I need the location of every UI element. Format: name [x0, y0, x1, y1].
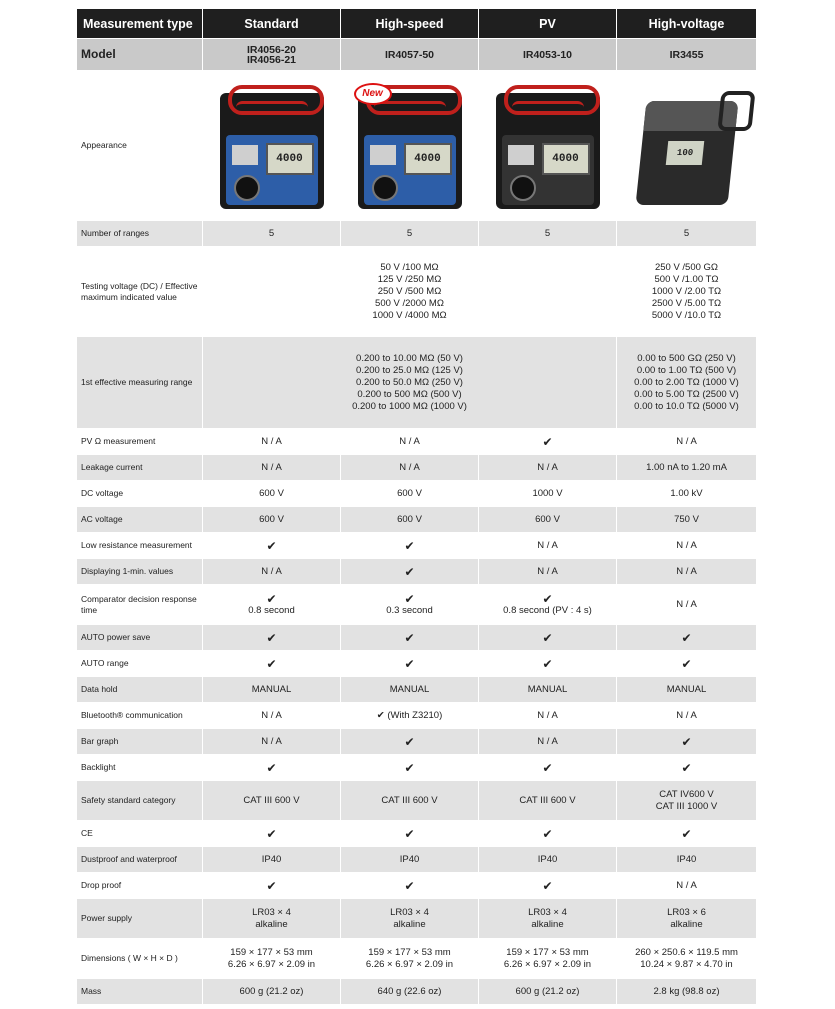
row-label: DC voltage [77, 481, 203, 507]
cell: 5 [203, 221, 341, 247]
cell: ✔ [479, 873, 617, 899]
cell: N / A [479, 703, 617, 729]
cell: 1.00 nA to 1.20 mA [617, 455, 757, 481]
row-label: Displaying 1-min. values [77, 559, 203, 585]
cell: MANUAL [617, 677, 757, 703]
appearance-pv [479, 71, 617, 221]
cell: ✔ [203, 625, 341, 651]
cell: ✔ [617, 729, 757, 755]
appearance-high-voltage [617, 71, 757, 221]
table-row [77, 337, 757, 429]
cell: ✔ [479, 821, 617, 847]
table-row [77, 507, 757, 533]
row-label: Number of ranges [77, 221, 203, 247]
header-pv: PV [479, 9, 617, 39]
cell: 1.00 kV [617, 481, 757, 507]
table-row [77, 481, 757, 507]
cell-merged: 0.200 to 10.00 MΩ (50 V) 0.200 to 25.0 MΩ (125 V) 0.200 to 50.0 MΩ (250 V) 0.200 to 500 MΩ (500 V) 0.200 to 1000 MΩ (1000 V) [203, 337, 617, 429]
cell: ✔ [203, 651, 341, 677]
cell: IP40 [341, 847, 479, 873]
cell: N / A [617, 429, 757, 455]
table-row [77, 677, 757, 703]
cell: 159 × 177 × 53 mm 6.26 × 6.97 × 2.09 in [341, 939, 479, 979]
cell: N / A [203, 703, 341, 729]
cell: 600 g (21.2 oz) [203, 979, 341, 1005]
model-high-speed: IR4057-50 [341, 39, 479, 71]
row-label: AUTO power save [77, 625, 203, 651]
new-badge: New [354, 83, 392, 105]
row-label: Bar graph [77, 729, 203, 755]
cell: LR03 × 4 alkaline [341, 899, 479, 939]
cell: ✔ [203, 873, 341, 899]
cell: ✔ 0.3 second [341, 585, 479, 625]
table-row [77, 729, 757, 755]
cell: N / A [617, 559, 757, 585]
table-row [77, 429, 757, 455]
cell: IP40 [479, 847, 617, 873]
lcd-display: 4000 [404, 143, 452, 175]
table-row [77, 455, 757, 481]
table-row [77, 559, 757, 585]
cell: N / A [617, 585, 757, 625]
cell: ✔ [341, 651, 479, 677]
table-row [77, 873, 757, 899]
cell: CAT IV600 V CAT III 1000 V [617, 781, 757, 821]
cell: ✔ 0.8 second (PV : 4 s) [479, 585, 617, 625]
cell: LR03 × 4 alkaline [203, 899, 341, 939]
cell: 260 × 250.6 × 119.5 mm 10.24 × 9.87 × 4.70 in [617, 939, 757, 979]
cell: 1000 V [479, 481, 617, 507]
model-label: Model [77, 39, 203, 71]
row-label: Comparator decision response time [77, 585, 203, 625]
cell: ✔ [617, 755, 757, 781]
cell: ✔ [617, 821, 757, 847]
cell: ✔ [203, 755, 341, 781]
row-label: Mass [77, 979, 203, 1005]
header-row [77, 9, 757, 39]
table-row [77, 651, 757, 677]
cell: 640 g (22.6 oz) [341, 979, 479, 1005]
row-label: Dustproof and waterproof [77, 847, 203, 873]
cell: ✔ [341, 559, 479, 585]
cell: 159 × 177 × 53 mm 6.26 × 6.97 × 2.09 in [203, 939, 341, 979]
table-row [77, 755, 757, 781]
tester-image [492, 83, 604, 209]
cell: CAT III 600 V [341, 781, 479, 821]
cell: IP40 [617, 847, 757, 873]
cell: N / A [203, 729, 341, 755]
model-row [77, 39, 757, 71]
appearance-label: Appearance [77, 71, 203, 221]
tester-image [216, 83, 328, 209]
cell: 5 [341, 221, 479, 247]
cell: 600 V [479, 507, 617, 533]
row-label: Testing voltage (DC) / Effective maximum indicated value [77, 247, 203, 337]
cell: MANUAL [479, 677, 617, 703]
model-pv: IR4053-10 [479, 39, 617, 71]
cell: 600 V [203, 507, 341, 533]
cell: ✔ 0.8 second [203, 585, 341, 625]
cell: ✔ [341, 821, 479, 847]
cell: 750 V [617, 507, 757, 533]
table-row [77, 939, 757, 979]
table-row [77, 979, 757, 1005]
cell: ✔ [203, 821, 341, 847]
table-row [77, 247, 757, 337]
cell-merged: 50 V /100 MΩ 125 V /250 MΩ 250 V /500 MΩ 500 V /2000 MΩ 1000 V /4000 MΩ [203, 247, 617, 337]
cell: N / A [341, 429, 479, 455]
appearance-standard [203, 71, 341, 221]
cell: ✔ [479, 429, 617, 455]
cell: N / A [341, 455, 479, 481]
appearance-row [77, 71, 757, 221]
row-label: 1st effective measuring range [77, 337, 203, 429]
cell: 2.8 kg (98.8 oz) [617, 979, 757, 1005]
row-label: AUTO range [77, 651, 203, 677]
cell: ✔ [479, 625, 617, 651]
cell: ✔ [479, 755, 617, 781]
cell: ✔ (With Z3210) [341, 703, 479, 729]
lcd-display: 4000 [266, 143, 314, 175]
table-row [77, 821, 757, 847]
cell: LR03 × 4 alkaline [479, 899, 617, 939]
model-standard: IR4056-20 IR4056-21 [203, 39, 341, 71]
table-row [77, 221, 757, 247]
cell: 600 V [341, 481, 479, 507]
model-high-voltage: IR3455 [617, 39, 757, 71]
cell: 600 g (21.2 oz) [479, 979, 617, 1005]
cell: N / A [617, 873, 757, 899]
row-label: Leakage current [77, 455, 203, 481]
table-row [77, 625, 757, 651]
cell: N / A [479, 559, 617, 585]
cell: N / A [203, 559, 341, 585]
cell: ✔ [341, 625, 479, 651]
lcd-display: 4000 [542, 143, 590, 175]
cell: N / A [617, 703, 757, 729]
cell: N / A [203, 429, 341, 455]
cell: N / A [617, 533, 757, 559]
header-standard: Standard [203, 9, 341, 39]
row-label: PV Ω measurement [77, 429, 203, 455]
cell: 5 [617, 221, 757, 247]
header-label: Measurement type [77, 9, 203, 39]
header-high-voltage: High-voltage [617, 9, 757, 39]
row-label: Safety standard category [77, 781, 203, 821]
cell: N / A [479, 729, 617, 755]
cell: ✔ [341, 755, 479, 781]
cell: ✔ [617, 625, 757, 651]
cell: ✔ [617, 651, 757, 677]
row-label: CE [77, 821, 203, 847]
row-label: Dimensions ( W × H × D ) [77, 939, 203, 979]
tester-image [631, 83, 743, 209]
cell: 159 × 177 × 53 mm 6.26 × 6.97 × 2.09 in [479, 939, 617, 979]
row-label: AC voltage [77, 507, 203, 533]
cell: 250 V /500 GΩ 500 V /1.00 TΩ 1000 V /2.00 TΩ 2500 V /5.00 TΩ 5000 V /10.0 TΩ [617, 247, 757, 337]
cell: ✔ [479, 651, 617, 677]
row-label: Data hold [77, 677, 203, 703]
cell: IP40 [203, 847, 341, 873]
tester-image [354, 83, 466, 209]
cell: MANUAL [341, 677, 479, 703]
cell: ✔ [341, 873, 479, 899]
comparison-table [76, 8, 757, 1005]
cell: 600 V [341, 507, 479, 533]
cell: CAT III 600 V [479, 781, 617, 821]
cell: MANUAL [203, 677, 341, 703]
row-label: Low resistance measurement [77, 533, 203, 559]
cell: CAT III 600 V [203, 781, 341, 821]
row-label: Bluetooth® communication [77, 703, 203, 729]
table-row [77, 703, 757, 729]
table-row [77, 899, 757, 939]
row-label: Power supply [77, 899, 203, 939]
table-row [77, 781, 757, 821]
cell: 5 [479, 221, 617, 247]
cell: ✔ [203, 533, 341, 559]
row-label: Drop proof [77, 873, 203, 899]
cell: N / A [203, 455, 341, 481]
lcd-display: 100 [665, 141, 704, 165]
cell: 0.00 to 500 GΩ (250 V) 0.00 to 1.00 TΩ (500 V) 0.00 to 2.00 TΩ (1000 V) 0.00 to 5.00 TΩ (2500 V) 0.00 to 10.0 TΩ (5000 V) [617, 337, 757, 429]
appearance-high-speed [341, 71, 479, 221]
cell: N / A [479, 455, 617, 481]
cell: ✔ [341, 729, 479, 755]
cell: LR03 × 6 alkaline [617, 899, 757, 939]
cell: N / A [479, 533, 617, 559]
table-row [77, 847, 757, 873]
cell: 600 V [203, 481, 341, 507]
header-high-speed: High-speed [341, 9, 479, 39]
row-label: Backlight [77, 755, 203, 781]
table-row [77, 585, 757, 625]
table-row [77, 533, 757, 559]
cell: ✔ [341, 533, 479, 559]
